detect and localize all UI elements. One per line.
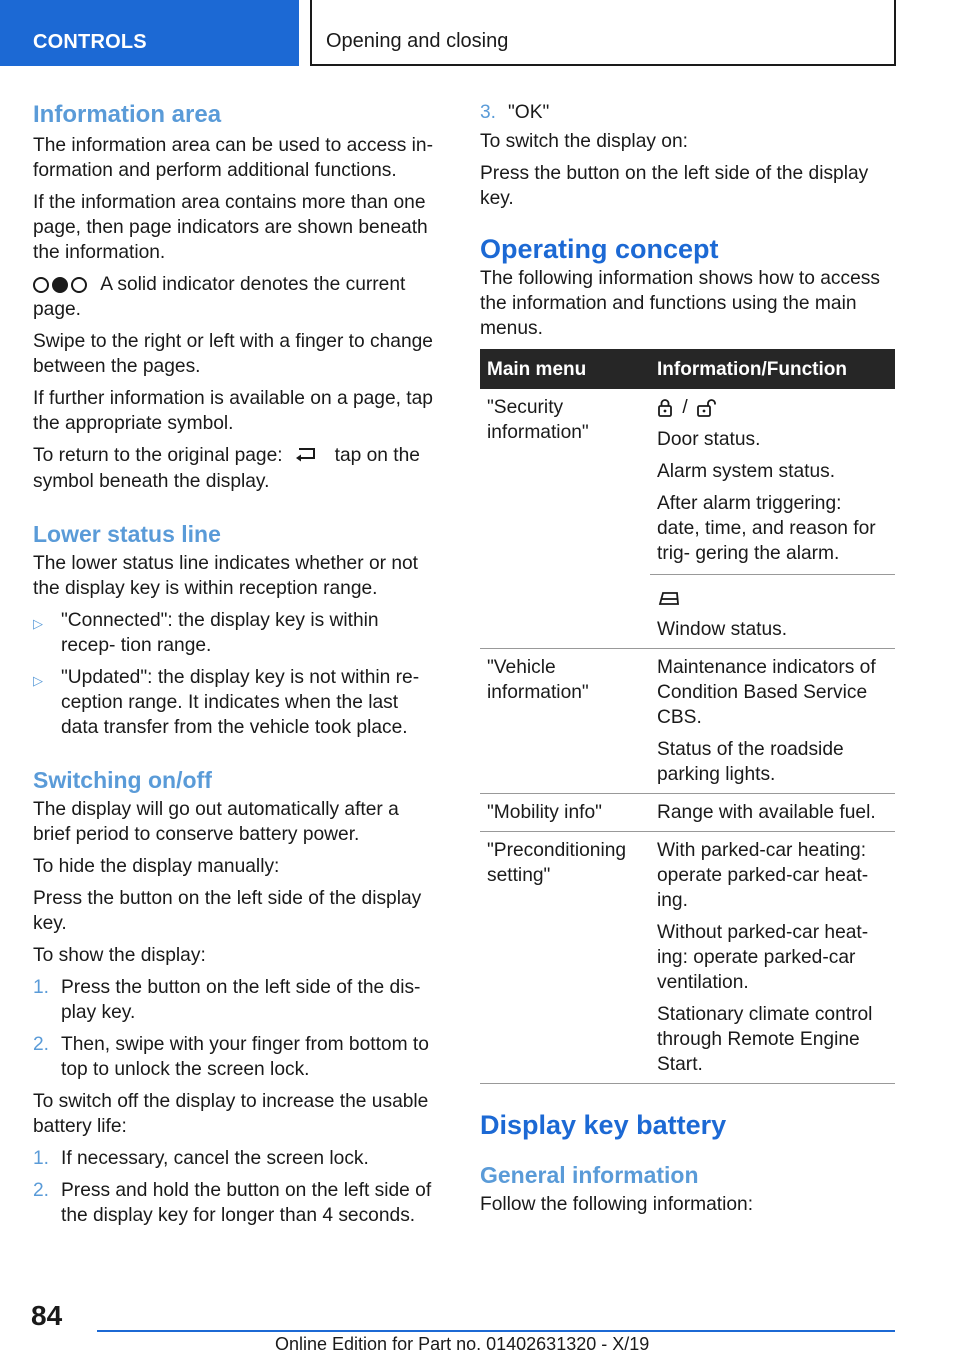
section-title: CONTROLS	[33, 31, 147, 53]
left-column	[33, 100, 438, 1235]
info-area-p3: A solid indicator denotes the current page.	[33, 274, 406, 321]
menu-cell: "Preconditioning setting"	[480, 832, 650, 1084]
list-item: 1. Press the button on the left side of the dis- play key.	[33, 976, 421, 1023]
info-area-p5: If further information is available on a page, tap the appropriate symbol.	[33, 388, 433, 435]
lock-closed-icon	[657, 397, 673, 418]
switching-p5: To switch off the display to increase the usable battery life:	[33, 1090, 429, 1137]
menu-cell: "Vehicle information"	[480, 649, 650, 794]
switching-p1: The display will go out automatically after a brief period to conserve battery power.	[33, 798, 399, 845]
info-area-p4: Swipe to the right or left with a finger to change between the pages.	[33, 331, 433, 378]
page-number: 84	[31, 1300, 63, 1331]
status-line-heading: Lower status line	[33, 520, 221, 547]
info-area-heading: Information area	[33, 101, 222, 128]
info-area-p2: If the information area contains more than one page, then page indicators are shown beneath the information.	[33, 192, 428, 263]
function-cell: With parked-car heating: operate parked-car heat- ing. Without parked-car heat- ing: operate parked-car ventilation. Stationary climate control through Remote Engine Start.	[650, 832, 895, 1084]
triangle-bullet-icon: ▷	[33, 672, 43, 688]
table-row	[480, 649, 895, 794]
menu-cell: "Security information"	[480, 389, 650, 649]
back-arrow-icon	[295, 444, 317, 469]
display-on-p1: To switch the display on:	[480, 131, 688, 152]
triangle-bullet-icon: ▷	[33, 615, 43, 631]
list-item: ▷ "Connected": the display key is within recep- tion range.	[33, 609, 379, 656]
info-area-p1: The information area can be used to access in- formation and perform additional functions.	[33, 135, 433, 181]
list-item: 2. Press and hold the button on the left side of the display key for longer than 4 seconds.	[33, 1179, 432, 1226]
list-item: 1. If necessary, cancel the screen lock.	[33, 1147, 369, 1169]
status-line-p1: The lower status line indicates whether or not the display key is within reception range.	[33, 552, 419, 599]
function-cell: Range with available fuel.	[650, 794, 895, 832]
list-item: 3. "OK"	[480, 102, 550, 123]
switching-p4: To show the display:	[33, 944, 206, 966]
general-info-heading: General information	[480, 1162, 699, 1188]
table-header: Main menu	[480, 349, 650, 389]
table-header: Information/Function	[650, 349, 895, 389]
window-icon	[657, 587, 681, 608]
table-row	[480, 794, 895, 832]
right-column	[480, 100, 895, 1224]
chapter-title: Opening and closing	[326, 30, 509, 52]
operating-concept-p1: The following information shows how to access the information and functions using the main menus.	[480, 268, 880, 339]
switching-p3: Press the button on the left side of the display key.	[33, 887, 422, 934]
list-item: ▷ "Updated": the display key is not within re- ception range. It indicates when the last data transfer from the vehicle took place.	[33, 666, 420, 738]
switching-p2: To hide the display manually:	[33, 855, 280, 877]
operating-concept-heading: Operating concept	[480, 234, 719, 264]
chapter-tab	[310, 0, 896, 66]
lock-open-icon	[697, 397, 721, 418]
table-row	[480, 389, 895, 649]
main-menu-table	[480, 349, 895, 1084]
footer-divider	[97, 1330, 895, 1332]
function-cell: Maintenance indicators of Condition Based Service CBS. Status of the roadside parking lights.	[650, 649, 895, 794]
display-on-p2: Press the button on the left side of the display key.	[480, 163, 869, 209]
function-cell: / Door status. Alarm system status. After alarm triggering: date, time, and reason for trig- gering the alarm. Window status.	[650, 389, 895, 649]
battery-p1: Follow the following information:	[480, 1194, 754, 1215]
page-indicator-icon	[33, 272, 90, 297]
info-area-p6: To return to the original page: tap on the symbol beneath the display.	[33, 445, 420, 492]
menu-cell: "Mobility info"	[480, 794, 650, 832]
table-row	[480, 832, 895, 1084]
battery-heading: Display key battery	[480, 1110, 727, 1140]
switching-heading: Switching on/off	[33, 766, 212, 793]
list-item: 2. Then, swipe with your finger from bottom to top to unlock the screen lock.	[33, 1033, 429, 1080]
section-tab	[0, 0, 299, 66]
footer-edition: Online Edition for Part no. 01402631320 - X/19	[275, 1334, 650, 1354]
